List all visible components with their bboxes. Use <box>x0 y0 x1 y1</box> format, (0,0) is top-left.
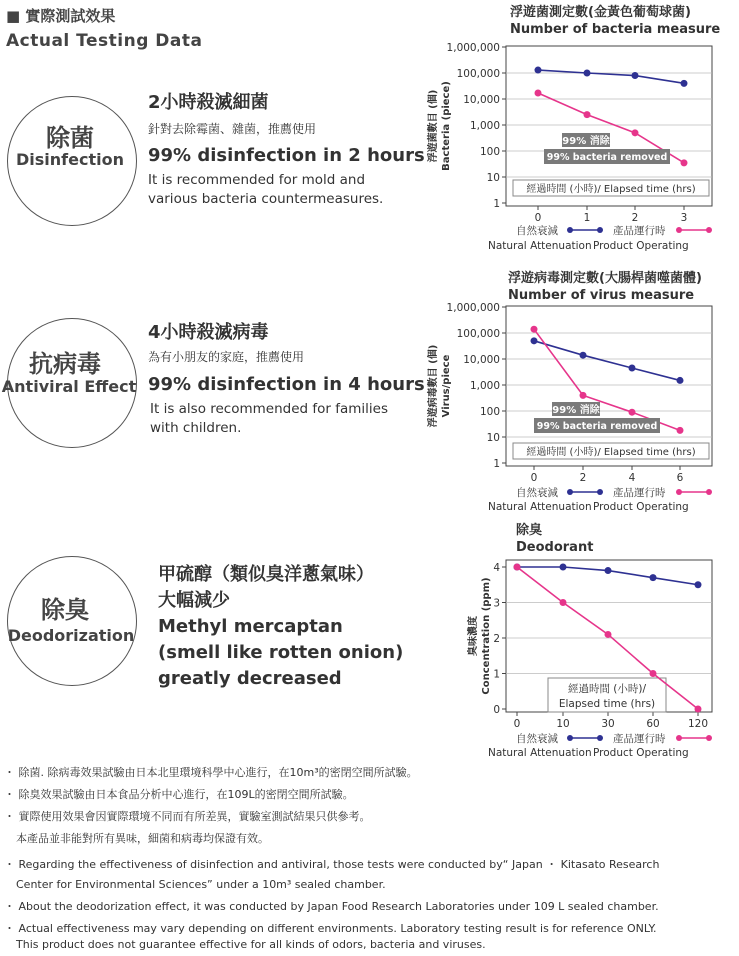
data-point <box>695 581 702 588</box>
legend-product-marker <box>676 735 682 741</box>
data-point <box>580 392 587 399</box>
y-axis-label-zh: 浮遊菌數目 (個) <box>428 89 439 163</box>
legend-product-label: 產品運行時 <box>613 225 666 237</box>
y-axis-label <box>466 577 492 694</box>
y-tick-label: 0 <box>493 704 500 716</box>
y-tick-label: 100 <box>479 406 500 418</box>
x-tick-label: 0 <box>530 472 538 484</box>
data-point <box>650 574 657 581</box>
y-tick-label: 100,000 <box>456 328 500 340</box>
disinfection-headline: 99% disinfection in 2 hours <box>148 145 425 166</box>
y-axis-label-zh: 浮遊病毒數目 (個) <box>428 344 439 428</box>
disinfection-description: It is recommended for mold and various bacteria countermeasures. <box>148 172 384 207</box>
legend-natural-marker <box>567 735 573 741</box>
data-point <box>677 377 684 384</box>
data-point <box>535 90 542 97</box>
y-tick-label: 1 <box>493 668 500 681</box>
legend-natural-label: 自然衰減 <box>516 487 558 499</box>
antiviral-circle-title: 抗病毒 <box>29 350 101 378</box>
bacteria-chart <box>426 42 712 252</box>
legend-natural-label: 自然衰減 <box>516 733 558 745</box>
legend-natural-marker <box>567 227 573 233</box>
legend-natural-marker <box>597 489 603 495</box>
legend-natural-marker <box>597 735 603 741</box>
legend-product-label: 產品運行時 <box>613 487 666 499</box>
x-axis-label: 經過時間 (小時)/ Elapsed time (hrs) <box>526 447 696 458</box>
annotation-line2: 99% bacteria removed <box>546 152 668 163</box>
note-4: 本產品並非能對所有異味，細菌和病毒均保證有效。 <box>16 832 269 845</box>
legend-product-en: Product Operating <box>593 240 689 252</box>
data-point <box>605 567 612 574</box>
deodorant-chart-title: 除臭 Deodorant <box>516 523 594 555</box>
data-point <box>681 80 688 87</box>
legend-natural-label: 自然衰減 <box>516 225 558 237</box>
legend-product-marker <box>706 735 712 741</box>
antiviral-title: 4小時殺滅病毒 <box>148 322 269 343</box>
x-axis-label-line1: 經過時間 (小時)/ <box>567 683 647 695</box>
section-title-zh: ■ 實際測試效果 <box>6 7 116 25</box>
disinfection-circle-subtitle: Disinfection <box>16 150 124 169</box>
data-point <box>605 631 612 638</box>
data-point <box>514 564 521 571</box>
virus-chart-title: 浮遊病毒測定數(大腸桿菌噬菌體) Number of virus measure <box>508 271 702 303</box>
y-tick-label: 1 <box>493 198 500 210</box>
data-point <box>531 337 538 344</box>
y-axis-label <box>426 345 452 428</box>
y-tick-label: 10 <box>486 432 500 444</box>
x-tick-label: 2 <box>579 472 587 484</box>
data-point <box>632 72 639 79</box>
antiviral-subtitle: 為有小朋友的家庭，推薦使用 <box>148 350 305 364</box>
data-point <box>580 352 587 359</box>
x-tick-label: 0 <box>513 718 521 730</box>
section-title-en: Actual Testing Data <box>6 31 203 51</box>
y-tick-label: 2 <box>493 633 500 645</box>
data-point <box>650 670 657 677</box>
disinfection-subtitle: 針對去除霉菌、雜菌，推薦使用 <box>148 122 317 136</box>
y-tick-label: 100,000 <box>456 68 500 80</box>
note-7: ・ About the deodorization effect, it was conducted by Japan Food Research Laboratories under 109 L sealed chamber. <box>4 900 659 913</box>
data-point <box>584 70 591 77</box>
x-axis-label: 經過時間 (小時)/ Elapsed time (hrs) <box>526 184 696 195</box>
y-tick-label: 1,000 <box>469 120 500 132</box>
legend-product-marker <box>706 227 712 233</box>
antiviral-description: It is also recommended for families with children. <box>150 401 389 436</box>
x-tick-label: 2 <box>631 212 639 224</box>
data-point <box>531 326 538 333</box>
bacteria-chart-title: 浮遊菌測定數(金黃色葡萄球菌) Number of bacteria measure <box>510 5 721 37</box>
note-1: ・ 除菌. 除病毒效果試驗由日本北里環境科學中心進行，在10m³的密閉空間所試驗。 <box>4 766 418 779</box>
x-axis-label-line2: Elapsed time (hrs) <box>558 698 656 710</box>
deodorization-circle-title: 除臭 <box>41 596 89 624</box>
legend-product-en: Product Operating <box>593 501 689 513</box>
y-tick-label: 10,000 <box>463 354 500 366</box>
legend-natural-marker <box>597 227 603 233</box>
y-tick-label: 100 <box>479 146 500 158</box>
y-axis-label-en: Concentration (ppm) <box>481 577 492 695</box>
deodorization-circle-subtitle: Deodorization <box>7 626 135 645</box>
deodorization-title: 甲硫醇（類似臭洋蔥氣味） 大幅減少 <box>158 564 374 611</box>
annotation-line2: 99% bacteria removed <box>536 421 658 432</box>
antiviral-circle-subtitle: Antiviral Effect <box>1 377 137 396</box>
legend-product-en: Product Operating <box>593 747 689 759</box>
data-point <box>560 599 567 606</box>
data-point <box>677 427 684 434</box>
note-6: Center for Environmental Sciences” under a 10m³ sealed chamber. <box>16 878 386 891</box>
x-tick-label: 4 <box>628 472 636 484</box>
data-point <box>535 67 542 74</box>
legend-natural-en: Natural Attenuation <box>488 501 592 513</box>
x-tick-label: 120 <box>687 718 709 730</box>
antiviral-headline: 99% disinfection in 4 hours <box>148 374 425 395</box>
data-point <box>584 111 591 118</box>
x-tick-label: 3 <box>680 212 688 224</box>
y-tick-label: 10 <box>486 172 500 184</box>
data-point <box>681 159 688 166</box>
deodorant-chart <box>466 560 712 759</box>
y-tick-label: 4 <box>493 562 500 574</box>
legend-product-marker <box>676 227 682 233</box>
y-axis-label-zh: 臭味濃度 <box>468 616 479 656</box>
annotation-line1: 99% 消除 <box>552 405 600 416</box>
disinfection-circle-title: 除菌 <box>46 124 94 152</box>
x-tick-label: 10 <box>556 718 570 730</box>
virus-chart <box>426 302 712 513</box>
y-tick-label: 3 <box>493 597 500 610</box>
legend-product-marker <box>676 489 682 495</box>
x-tick-label: 30 <box>601 718 615 730</box>
x-tick-label: 60 <box>646 718 660 730</box>
legend-natural-en: Natural Attenuation <box>488 747 592 759</box>
note-3: ・ 實際使用效果會因實際環境不同而有所差異，實驗室測試結果只供參考。 <box>4 810 371 823</box>
y-axis-label-en: Bacteria (piece) <box>441 81 452 171</box>
note-9: This product does not guarantee effective for all kinds of odors, bacteria and viruses. <box>16 938 486 951</box>
note-5: ・ Regarding the effectiveness of disinfection and antiviral, those tests were conducted by“ Japan ・ Kitasato Research <box>4 858 660 871</box>
data-point <box>629 409 636 416</box>
note-8: ・ Actual effectiveness may vary depending on different environments. Laboratory testing result is for reference ONLY. <box>4 922 657 935</box>
data-point <box>695 706 702 713</box>
y-tick-label: 10,000 <box>463 94 500 106</box>
disinfection-title: 2小時殺滅細菌 <box>148 92 269 113</box>
note-2: ・ 除臭效果試驗由日本食品分析中心進行，在109L的密閉空間所試驗。 <box>4 788 354 801</box>
y-tick-label: 1,000,000 <box>446 42 500 54</box>
y-tick-label: 1,000 <box>469 380 500 392</box>
legend-natural-en: Natural Attenuation <box>488 240 592 252</box>
y-axis-label <box>426 81 452 171</box>
x-tick-label: 0 <box>534 212 542 224</box>
data-point <box>560 564 567 571</box>
data-point <box>632 129 639 136</box>
x-tick-label: 6 <box>676 472 684 484</box>
deodorization-headline: Methyl mercaptan (smell like rotten onion) greatly decreased <box>158 616 404 689</box>
y-tick-label: 1 <box>493 458 500 470</box>
legend-product-marker <box>706 489 712 495</box>
y-tick-label: 1,000,000 <box>446 302 500 314</box>
legend-product-label: 產品運行時 <box>613 733 666 745</box>
data-point <box>629 365 636 372</box>
legend-natural-marker <box>567 489 573 495</box>
x-tick-label: 1 <box>583 212 591 224</box>
annotation-line1: 99% 消除 <box>562 136 610 147</box>
y-axis-label-en: Virus/piece <box>441 354 452 418</box>
